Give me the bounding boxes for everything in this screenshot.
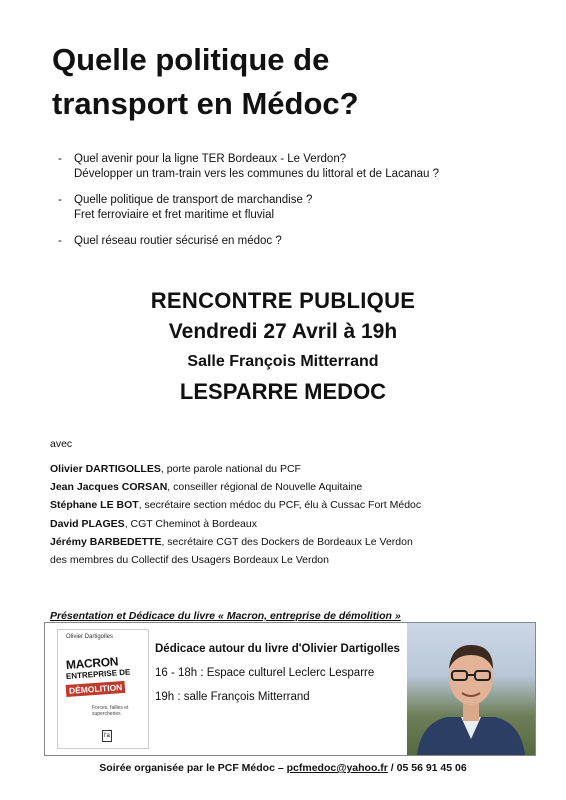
avec-label: avec (50, 438, 73, 450)
event-venue: Salle François Mitterrand (187, 353, 379, 370)
cover-title: ENTREPRISE DE (65, 667, 131, 681)
speaker-name: Jérémy BARBEDETTE (50, 535, 162, 548)
speaker-row (50, 551, 540, 569)
question-item (58, 193, 538, 223)
cover-title: DÉMOLITION (66, 681, 126, 697)
question-text: Quelle politique de transport de marchandise ? (74, 194, 313, 206)
question-text: Quel réseau routier sécurisé en médoc ? (74, 235, 282, 247)
cover-subtitle: Forces, failles et supercheries (92, 705, 129, 717)
email-link[interactable]: pcfmedoc@yahoo.fr (286, 762, 388, 774)
cover-title: MACRON (65, 654, 119, 672)
page-title (52, 38, 532, 126)
speaker-role: , conseiller régional de Nouvelle Aquitaine (167, 481, 363, 494)
title-line-2: transport en Médoc? (52, 86, 359, 121)
event-block (0, 286, 566, 407)
question-text: Fret ferroviaire et fret maritime et fluvial (74, 209, 275, 221)
publisher-logo: l'a (102, 730, 112, 742)
footer-text: Soirée organisée par le PCF Médoc – (99, 762, 287, 774)
speaker-role: , porte parole national du PCF (160, 463, 301, 475)
speaker-name: Stéphane LE BOT (50, 499, 139, 512)
speaker-list (50, 460, 540, 569)
speaker-role: , secrétaire CGT des Dockers de Bordeaux Le Verdon (161, 535, 413, 548)
speaker-row (50, 515, 540, 533)
signing-title: Dédicace autour du livre d'Olivier Dartigolles (155, 643, 400, 655)
book-cover-image (57, 629, 149, 749)
speaker-role: , CGT Cheminot à Bordeaux (124, 517, 257, 530)
bullet-dash: - (58, 153, 62, 165)
speaker-row (50, 496, 540, 514)
speaker-row (50, 478, 540, 496)
book-presentation-heading: Présentation et Dédicace du livre « Macron, entreprise de démolition » (50, 610, 401, 622)
question-list (58, 152, 538, 260)
title-line-1: Quelle politique de (52, 42, 330, 77)
question-item (58, 234, 538, 249)
signing-time-1: 16 - 18h : Espace culturel Leclerc Lesparre (155, 667, 375, 679)
question-item (58, 152, 538, 182)
event-date: Vendredi 27 Avril à 19h (168, 320, 398, 343)
cover-author: Olivier Dartigolles (66, 634, 114, 640)
book-signing-info (155, 643, 415, 715)
footer-phone: / 05 56 91 45 06 (387, 762, 467, 774)
speaker-name: Olivier DARTIGOLLES (50, 463, 161, 475)
signing-time-2: 19h : salle François Mitterrand (155, 691, 310, 703)
author-photo (407, 623, 535, 755)
speaker-row (50, 460, 540, 478)
event-town: LESPARRE MEDOC (179, 379, 387, 404)
speaker-role: , secrétaire section médoc du PCF, élu à Cussac Fort Médoc (138, 499, 422, 512)
speaker-row (50, 533, 540, 551)
event-headline: RENCONTRE PUBLIQUE (150, 288, 416, 313)
bullet-dash: - (58, 235, 62, 247)
bullet-dash: - (58, 194, 62, 206)
question-text: Quel avenir pour la ligne TER Bordeaux - Le Verdon? (74, 153, 347, 165)
footer-organizer (0, 762, 566, 774)
speaker-name: Jean Jacques CORSAN (50, 481, 168, 494)
portrait-illustration (407, 623, 535, 755)
question-text: Développer un tram-train vers les communes du littoral et de Lacanau ? (74, 168, 439, 180)
speaker-role: des membres du Collectif des Usagers Bordeaux Le Verdon (50, 554, 329, 567)
speaker-name: David PLAGES (50, 517, 125, 530)
book-signing-box (44, 622, 536, 756)
